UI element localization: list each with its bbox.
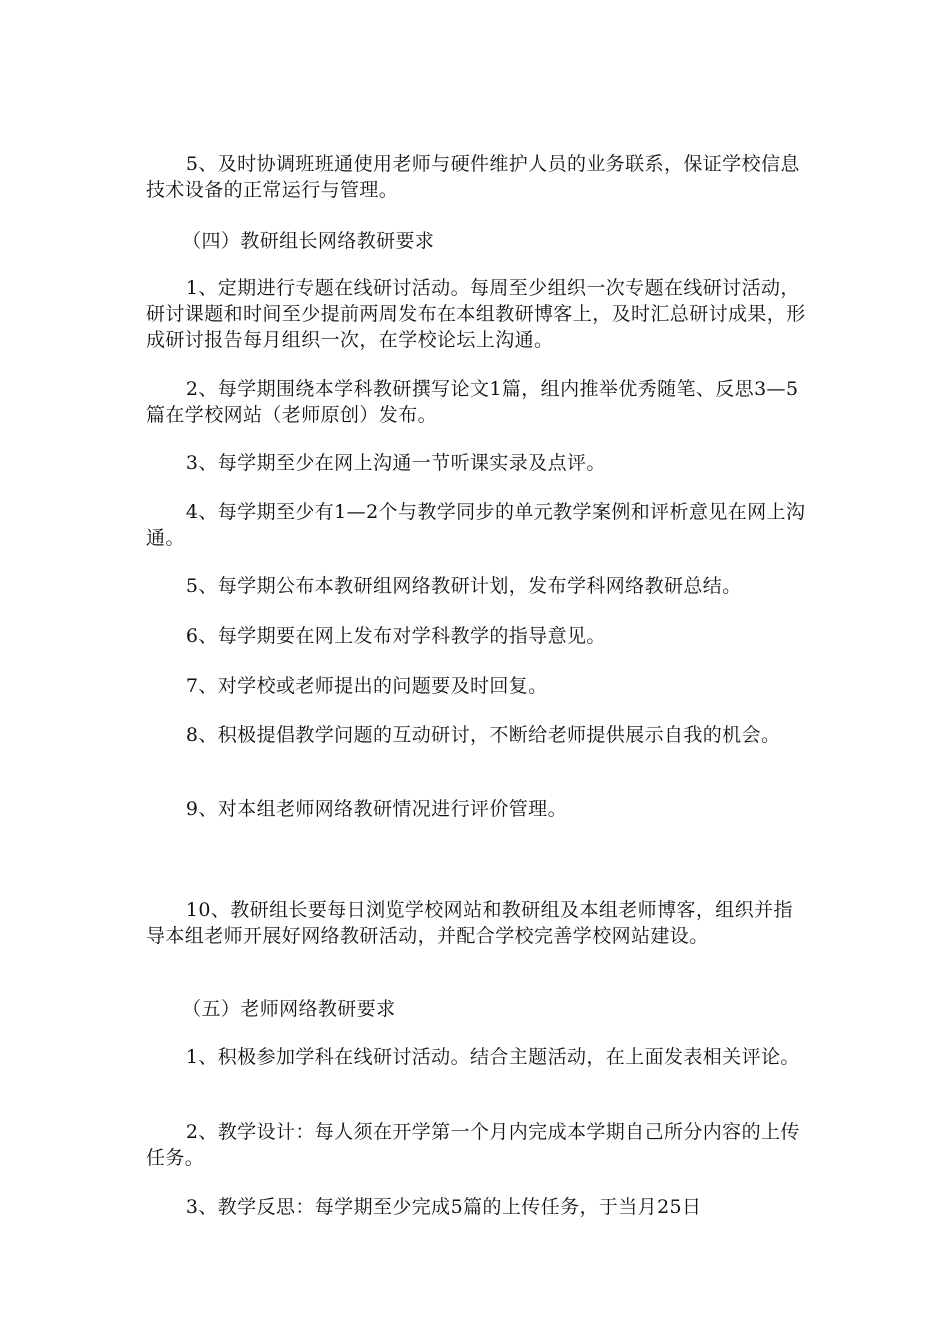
paragraph-leader-item-4: 4、每学期至少有1—2个与教学同步的单元教学案例和评析意见在网上沟通。 — [146, 501, 806, 549]
paragraph-teacher-item-2: 2、教学设计：每人须在开学第一个月内完成本学期自己所分内容的上传任务。 — [146, 1121, 800, 1169]
paragraph-leader-item-3: 3、每学期至少在网上沟通一节听课实录及点评。 — [185, 452, 606, 474]
paragraph-leader-item-1: 1、定期进行专题在线研讨活动。每周至少组织一次专题在线研讨活动，研讨课题和时间至少提前两周发布在本组教研博客上，及时汇总研讨成果，形成研讨报告每月组织一次，在学校论坛上沟通。 — [146, 277, 806, 351]
paragraph-teacher-item-3: 3、教学反思：每学期至少完成5篇的上传任务，于当月25日 — [185, 1196, 702, 1218]
paragraph-leader-item-6: 6、每学期要在网上发布对学科教学的指导意见。 — [185, 625, 606, 647]
paragraph-leader-item-8: 8、积极提倡教学问题的互动研讨，不断给老师提供展示自我的机会。 — [185, 724, 781, 746]
paragraph-leader-item-7: 7、对学校或老师提出的问题要及时回复。 — [185, 675, 548, 697]
section-heading-4: （四）教研组长网络教研要求 — [182, 230, 435, 252]
paragraph-leader-item-5: 5、每学期公布本教研组网络教研计划，发布学科网络教研总结。 — [185, 575, 742, 597]
section-heading-5: （五）老师网络教研要求 — [182, 998, 396, 1020]
paragraph-teacher-item-1: 1、积极参加学科在线研讨活动。结合主题活动，在上面发表相关评论。 — [185, 1046, 800, 1068]
paragraph-leader-item-9: 9、对本组老师网络教研情况进行评价管理。 — [185, 798, 567, 820]
paragraph-leader-item-10: 10、教研组长要每日浏览学校网站和教研组及本组老师博客，组织并指导本组老师开展好网络教研活动，并配合学校完善学校网站建设。 — [146, 899, 793, 947]
paragraph-leader-item-2: 2、每学期围绕本学科教研撰写论文1篇，组内推举优秀随笔、反思3—5篇在学校网站（老师原创）发布。 — [146, 378, 799, 426]
paragraph-item-5-coordination: 5、及时协调班班通使用老师与硬件维护人员的业务联系，保证学校信息技术设备的正常运行与管理。 — [146, 153, 800, 201]
